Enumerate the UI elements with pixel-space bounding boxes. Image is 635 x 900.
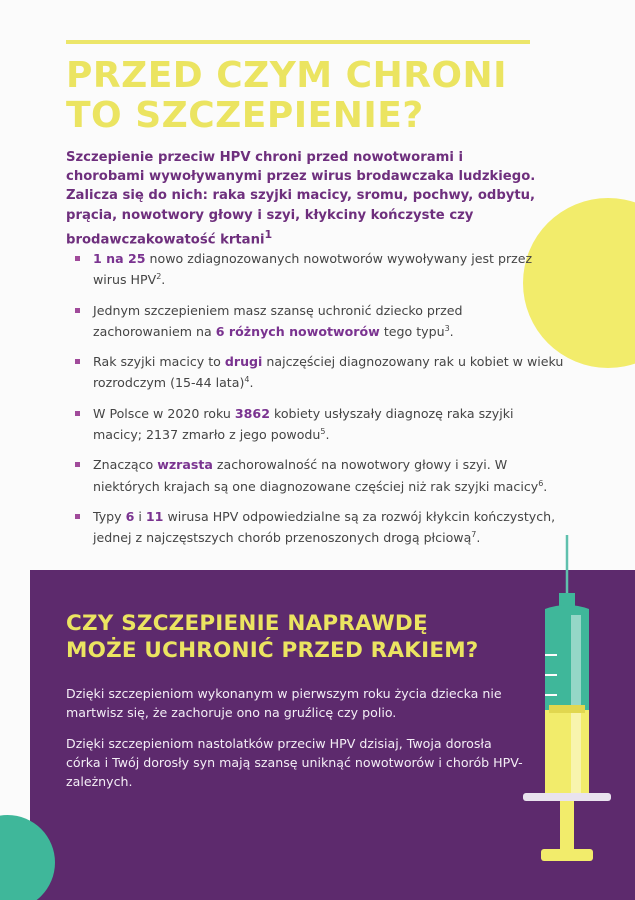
lead-ref: 1 (264, 227, 273, 241)
fact-item: W Polsce w 2020 roku 3862 kobiety usłyszały diagnozę raka szyjki macicy; 2137 zmarło z jego powodu$^5$. (75, 405, 565, 445)
bullet-dot (75, 308, 80, 313)
fact-item: Typy 6 i 11 wirusa HPV odpowiedzialne są za rozwój kłykcin kończystych, jednej z najczęstszych chorób przenoszonych drogą płciową$^7$. (75, 508, 565, 548)
fact-text: Rak szyjki macicy to (93, 354, 225, 370)
fact-highlight: 6 (125, 508, 135, 524)
fact-highlight: 3862 (234, 405, 270, 421)
fact-text: Znacząco (93, 457, 158, 473)
section1-title-line: PRZED CZYM CHRONI (66, 55, 508, 96)
fact-text: tego typu (379, 323, 445, 339)
fact-highlight: wzrasta (157, 457, 213, 473)
fact-ref: 5 (320, 426, 326, 436)
facts-list (75, 250, 565, 560)
fact-text: wirusa HPV odpowiedzialne są za rozwój kłykcin kończystych, jednej z najczęstszych chorób przenoszonych drogą płciową (93, 508, 556, 546)
fact-highlight: drugi (224, 354, 263, 370)
fact-item: Rak szyjki macicy to drugi najczęściej diagnozowany rak u kobiet w wieku rozrodczym (15-44 lata)$^4$. (75, 353, 565, 393)
fact-text: Typy (93, 508, 126, 524)
fact-text: W Polsce w 2020 roku (93, 405, 235, 421)
fact-item: Jednym szczepieniem masz szansę uchronić dziecko przed zachorowaniem na 6 różnych nowotworów tego typu$^3$. (75, 302, 565, 342)
panel-paragraph-2: Dzięki szczepieniom nastolatków przeciw HPV dzisiaj, Twoja dorosła córka i Twój dorosły syn mają szansę uniknąć nowotworów i chorób HPV-zależnych. (66, 736, 523, 789)
bullet-dot (75, 411, 80, 416)
section2-title (66, 610, 546, 664)
syringe-icon (505, 535, 629, 900)
fact-highlight: 1 na 25 (93, 251, 146, 266)
top-rule (66, 40, 530, 44)
bullet-dot (75, 256, 80, 261)
fact-ref: 6 (538, 478, 544, 488)
fact-ref: 4 (244, 375, 250, 385)
lead-text: Szczepienie przeciw HPV chroni przed nowotworami i chorobami wywoływanymi przez wirus brodawczaka ludzkiego. Zalicza się do nich: raka szyjki macicy, sromu, pochwy, odbytu, prącia, nowotwory głowy i szyi, kłykciny kończyste czy brodawczakowatość krtani (66, 150, 536, 248)
fact-ref: 3 (444, 323, 450, 333)
fact-text: najczęściej diagnozowany rak u kobiet w wieku rozrodczym (15-44 lata) (93, 354, 564, 391)
fact-text: Jednym szczepieniem masz szansę uchronić dziecko przed zachorowaniem na (93, 302, 463, 339)
fact-item: 1 na 25 nowo zdiagnozowanych nowotworów wywoływany jest przez wirus HPV$^2$. (75, 250, 565, 290)
panel-paragraph-1: Dzięki szczepieniom wykonanym w pierwszym roku życia dziecka nie martwisz się, że zachoruje ono na gruźlicę czy polio. (66, 686, 502, 720)
fact-item: Znacząco wzrasta zachorowalność na nowotwory głowy i szyi. W niektórych krajach są one diagnozowane częściej niż rak szyjki macicy$^6$. (75, 456, 565, 496)
fact-highlight: 11 (145, 508, 164, 524)
fact-ref: 7 (471, 530, 477, 540)
fact-ref: 2 (156, 272, 162, 282)
bullet-dot (75, 359, 80, 364)
fact-text: nowo zdiagnozowanych nowotworów wywoływany jest przez wirus HPV (93, 251, 533, 288)
fact-highlight: 6 różnych nowotworów (215, 323, 380, 339)
fact-text: kobiety usłyszały diagnozę raka szyjki macicy; 2137 zmarło z jego powodu (93, 405, 514, 443)
section1-title (66, 56, 546, 136)
section1-title-line: TO SZCZEPIENIE? (66, 95, 424, 136)
fact-text: i (134, 508, 146, 524)
section2-title-line: MOŻE UCHRONIĆ PRZED RAKIEM? (66, 638, 479, 663)
section2-title-line: CZY SZCZEPIENIE NAPRAWDĘ (66, 611, 428, 636)
fact-text: zachorowalność na nowotwory głowy i szyi. W niektórych krajach są one diagnozowane częściej niż rak szyjki macicy (93, 457, 539, 494)
bullet-dot (75, 514, 80, 519)
lead-paragraph (66, 148, 536, 249)
bullet-dot (75, 462, 80, 467)
